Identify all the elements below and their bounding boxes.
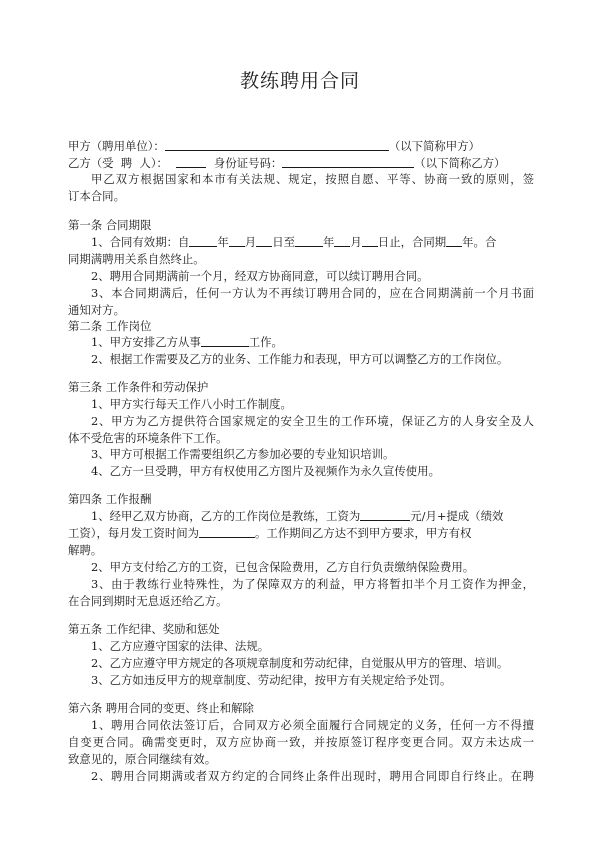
end-month-blank[interactable]: [334, 236, 350, 247]
clause-line: 2、根据工作需要及乙方的业务、工作能力和表现，甲方可以调整乙方的工作岗位。: [91, 353, 509, 366]
party-a-blank[interactable]: [165, 140, 389, 151]
preamble-line: 订本合同。: [68, 190, 125, 203]
section-heading: 第三条 工作条件和劳动保护: [68, 381, 209, 394]
clause-line: 同期满聘用关系自然终止。: [68, 253, 205, 266]
document-title: 教练聘用合同: [239, 70, 360, 92]
clause-line: 解聘。: [68, 544, 103, 557]
salary-blank[interactable]: [360, 510, 410, 521]
preamble-line: 甲乙双方根据国家和本市有关法规、规定，按照自愿、平等、协商一致的原则，签: [91, 173, 534, 186]
clause-line: 1、甲方安排乙方从事 工作。: [91, 336, 283, 349]
section-heading: 第一条 合同期限: [68, 219, 152, 232]
start-year-blank[interactable]: [189, 236, 217, 247]
section-heading: 第五条 工作纪律、奖励和惩处: [68, 623, 220, 636]
clause-line: 1、聘用合同依法签订后，合同双方必须全面履行合同规定的义务，任何一方不得擅: [91, 719, 534, 732]
clause-line: 3、乙方如违反甲方的规章制度、劳动纪律，按甲方有关规定给予处罚。: [91, 674, 452, 687]
end-day-blank[interactable]: [362, 236, 378, 247]
party-b-name-blank[interactable]: [176, 157, 206, 168]
party-a-label: 甲方（聘用单位）：: [68, 140, 165, 153]
party-b-line: [68, 157, 534, 170]
clause-line: 1、合同有效期：自 年 月 日至 年 月 日止，合同期 年。合: [91, 236, 497, 249]
clause-line: 1、经甲乙双方协商，乙方的工作岗位是教练，工资为 元/月+提成（绩效: [91, 510, 504, 523]
clause-line: 4、乙方一旦受聘，甲方有权使用乙方图片及视频作为永久宣传使用。: [91, 465, 440, 478]
clause-line: 在合同到期时无息返还给乙方。: [68, 595, 228, 608]
start-month-blank[interactable]: [229, 236, 245, 247]
clause-line: 3、甲方可根据工作需要组织乙方参加必要的专业知识培训。: [91, 448, 395, 461]
party-a-suffix: （以下简称甲方）: [388, 140, 480, 153]
clause-line: 自变更合同。确需变更时，双方应协商一致，并按原签订程序变更合同。双方未达成一: [68, 736, 534, 749]
section-heading: 第四条 工作报酬: [68, 493, 152, 506]
party-b-label: 乙方（受 聘 人）：: [68, 157, 168, 170]
clause-line: 工资），每月发工资时间为 。工作期间乙方达不到甲方要求，甲方有权: [68, 527, 472, 540]
clause-line: 2、甲方支付给乙方的工资，已包含保险费用，乙方自行负责缴纳保险费用。: [91, 561, 475, 574]
end-year-blank[interactable]: [295, 236, 323, 247]
clause-line: 通知对方。: [68, 304, 125, 317]
clause-line: 1、甲方实行每天工作八小时工作制度。: [91, 398, 292, 411]
clause-line: 致意见的，原合同继续有效。: [68, 753, 217, 766]
section-heading: 第二条 工作岗位: [68, 320, 152, 333]
job-position-blank[interactable]: [201, 336, 249, 347]
clause-line: 2、聘用合同期满前一个月，经双方协商同意，可以续订聘用合同。: [91, 270, 429, 283]
term-years-blank[interactable]: [446, 236, 462, 247]
party-b-suffix: （以下简称乙方）: [414, 157, 506, 170]
clause-line: 2、聘用合同期满或者双方约定的合同终止条件出现时，聘用合同即自行终止。在聘: [91, 770, 534, 783]
clause-line: 体不受危害的环境条件下工作。: [68, 432, 228, 445]
start-day-blank[interactable]: [256, 236, 272, 247]
party-b-id-blank[interactable]: [282, 157, 414, 168]
clause-line: 3、本合同期满后，任何一方认为不再续订聘用合同的，应在合同期满前一个月书面: [91, 287, 534, 300]
clause-line: 1、乙方应遵守国家的法律、法规。: [91, 640, 270, 653]
clause-line: 3、由于教练行业特殊性，为了保障双方的利益，甲方将暂扣半个月工资作为押金，: [91, 578, 534, 591]
party-b-id-label: 身份证号码：: [213, 157, 283, 170]
party-a-line: [68, 140, 534, 153]
payday-blank[interactable]: [199, 527, 255, 538]
clause-line: 2、甲方为乙方提供符合国家规定的安全卫生的工作环境，保证乙方的人身安全及人: [91, 415, 534, 428]
section-heading: 第六条 聘用合同的变更、终止和解除: [68, 702, 254, 715]
clause-line: 2、乙方应遵守甲方规定的各项规章制度和劳动纪律，自觉服从甲方的管理、培训。: [91, 657, 509, 670]
